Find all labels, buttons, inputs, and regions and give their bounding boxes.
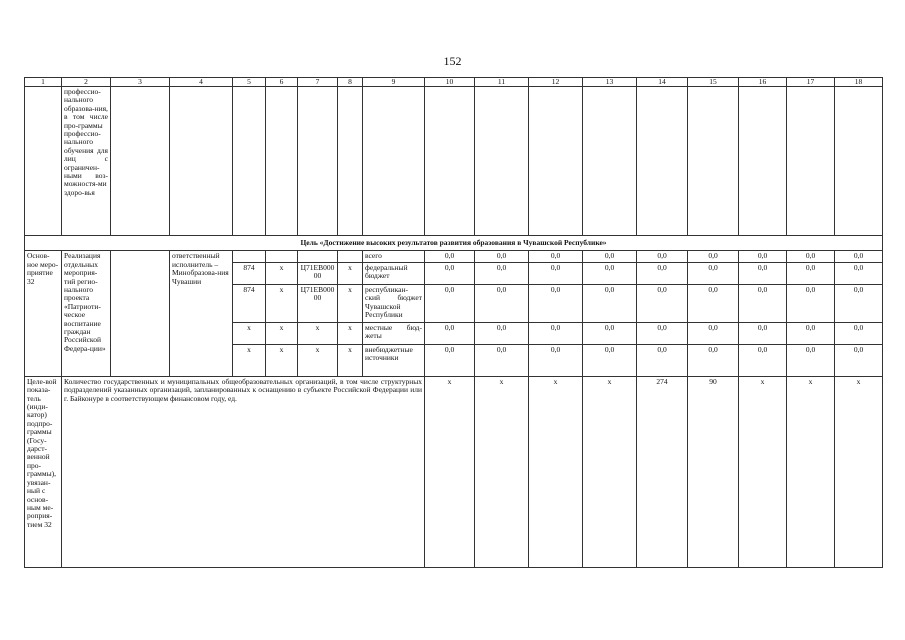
column-number-3: 3 bbox=[111, 78, 170, 87]
funding-source: федеральный бюджет bbox=[363, 262, 425, 284]
grbs-code: 874 bbox=[233, 262, 266, 284]
value-cell: 0,0 bbox=[835, 262, 883, 284]
column-number-5: 5 bbox=[233, 78, 266, 87]
value-cell: 0,0 bbox=[425, 262, 475, 284]
section-code: x bbox=[266, 262, 298, 284]
column-number-15: 15 bbox=[688, 78, 739, 87]
section-code: x bbox=[266, 322, 298, 344]
budget-table bbox=[24, 77, 880, 568]
value-cell: 0,0 bbox=[475, 344, 529, 376]
column-number-6: 6 bbox=[266, 78, 298, 87]
indicator-value: x bbox=[739, 376, 787, 567]
value-cell: 0,0 bbox=[529, 262, 583, 284]
column-number-18: 18 bbox=[835, 78, 883, 87]
value-cell: 0,0 bbox=[739, 262, 787, 284]
column-number-row bbox=[25, 78, 883, 87]
column-number-17: 17 bbox=[787, 78, 835, 87]
value-cell: 0,0 bbox=[688, 284, 739, 322]
value-cell: 0,0 bbox=[787, 284, 835, 322]
funding-source: внебюджетные источники bbox=[363, 344, 425, 376]
target-article-code bbox=[298, 251, 338, 262]
value-cell: 0,0 bbox=[835, 322, 883, 344]
funding-source: всего bbox=[363, 251, 425, 262]
expense-type-code bbox=[338, 251, 363, 262]
value-cell: 0,0 bbox=[425, 322, 475, 344]
column-number-1: 1 bbox=[25, 78, 62, 87]
indicator-label: Целе-вой показа-тель (инди-катор) подпро-граммы (Госу-дарст-венной про-граммы), увязан-ный с основ-ным ме-роприя-тием 32 bbox=[25, 376, 62, 567]
value-cell: 0,0 bbox=[787, 262, 835, 284]
column-number-2: 2 bbox=[62, 78, 111, 87]
section-code: x bbox=[266, 284, 298, 322]
value-cell: 0,0 bbox=[583, 262, 637, 284]
value-cell: 0,0 bbox=[583, 251, 637, 262]
value-cell: 0,0 bbox=[425, 344, 475, 376]
value-cell: 0,0 bbox=[739, 322, 787, 344]
value-cell: 0,0 bbox=[688, 251, 739, 262]
value-cell: 0,0 bbox=[688, 322, 739, 344]
target-article-code: x bbox=[298, 322, 338, 344]
page-number: 152 bbox=[443, 54, 462, 68]
goal-row bbox=[25, 236, 883, 251]
value-cell: 0,0 bbox=[529, 284, 583, 322]
indicator-value: x bbox=[425, 376, 475, 567]
expense-type-code: x bbox=[338, 322, 363, 344]
indicator-value: x bbox=[475, 376, 529, 567]
column-number-16: 16 bbox=[739, 78, 787, 87]
value-cell: 0,0 bbox=[475, 284, 529, 322]
value-cell: 0,0 bbox=[637, 344, 688, 376]
expense-type-code: x bbox=[338, 262, 363, 284]
column-number-11: 11 bbox=[475, 78, 529, 87]
column-number-8: 8 bbox=[338, 78, 363, 87]
value-cell: 0,0 bbox=[583, 322, 637, 344]
indicator-value: x bbox=[835, 376, 883, 567]
target-article-code: Ц71ЕВ00000 bbox=[298, 262, 338, 284]
target-article-code: Ц71ЕВ00000 bbox=[298, 284, 338, 322]
column-number-4: 4 bbox=[170, 78, 233, 87]
indicator-value: x bbox=[529, 376, 583, 567]
cell bbox=[25, 87, 62, 236]
value-cell: 0,0 bbox=[688, 262, 739, 284]
indicator-value: 274 bbox=[637, 376, 688, 567]
value-cell: 0,0 bbox=[739, 251, 787, 262]
responsible-executor: ответственный исполнитель – Минобразова-ния Чувашии bbox=[170, 251, 233, 376]
value-cell: 0,0 bbox=[529, 344, 583, 376]
grbs-code: x bbox=[233, 322, 266, 344]
section-code bbox=[266, 251, 298, 262]
value-cell: 0,0 bbox=[637, 322, 688, 344]
grbs-code: 874 bbox=[233, 284, 266, 322]
indicator-text: Количество государственных и муниципальных общеобразовательных организаций, в том числе структурных подразделений указанных организаций, запланированных к оснащению в субъекте Российской Федерации или г. Байконуре в соответствующем финансовом году, ед. bbox=[62, 376, 425, 567]
value-cell: 0,0 bbox=[529, 322, 583, 344]
target-article-code: x bbox=[298, 344, 338, 376]
column-number-13: 13 bbox=[583, 78, 637, 87]
value-cell: 0,0 bbox=[787, 344, 835, 376]
activity-col3 bbox=[111, 251, 170, 376]
value-cell: 0,0 bbox=[425, 251, 475, 262]
value-cell: 0,0 bbox=[688, 344, 739, 376]
value-cell: 0,0 bbox=[475, 262, 529, 284]
value-cell: 0,0 bbox=[475, 251, 529, 262]
value-cell: 0,0 bbox=[835, 284, 883, 322]
value-cell: 0,0 bbox=[739, 344, 787, 376]
continued-row-col2: профессио-нального образова-ния, в том числе про-граммы профессио-нального обучения для лиц с ограничен-ными воз-можностя-ми здоро-вья bbox=[62, 87, 111, 236]
value-cell: 0,0 bbox=[637, 251, 688, 262]
activity-title: Реализация отдельных мероприя-тий регио-нального проекта «Патриоти-ческое воспитание граждан Российской Федера-ции» bbox=[62, 251, 111, 376]
expense-type-code: x bbox=[338, 344, 363, 376]
indicator-value: x bbox=[787, 376, 835, 567]
value-cell: 0,0 bbox=[529, 251, 583, 262]
value-cell: 0,0 bbox=[583, 284, 637, 322]
section-code: x bbox=[266, 344, 298, 376]
column-number-7: 7 bbox=[298, 78, 338, 87]
column-number-10: 10 bbox=[425, 78, 475, 87]
value-cell: 0,0 bbox=[835, 251, 883, 262]
column-number-14: 14 bbox=[637, 78, 688, 87]
value-cell: 0,0 bbox=[425, 284, 475, 322]
value-cell: 0,0 bbox=[583, 344, 637, 376]
activity-number: Основ-ное меро-приятие 32 bbox=[25, 251, 62, 376]
funding-source: местные бюд-жеты bbox=[363, 322, 425, 344]
indicator-row bbox=[25, 376, 883, 567]
indicator-value: 90 bbox=[688, 376, 739, 567]
value-cell: 0,0 bbox=[637, 284, 688, 322]
expense-type-code: x bbox=[338, 284, 363, 322]
column-number-9: 9 bbox=[363, 78, 425, 87]
value-cell: 0,0 bbox=[739, 284, 787, 322]
goal-title: Цель «Достижение высоких результатов развития образования в Чувашской Республике» bbox=[25, 236, 883, 251]
value-cell: 0,0 bbox=[787, 251, 835, 262]
funding-source: республикан-ский бюджет Чувашской Республики bbox=[363, 284, 425, 322]
value-cell: 0,0 bbox=[637, 262, 688, 284]
column-number-12: 12 bbox=[529, 78, 583, 87]
continued-row bbox=[25, 87, 883, 236]
value-cell: 0,0 bbox=[787, 322, 835, 344]
value-cell: 0,0 bbox=[475, 322, 529, 344]
indicator-value: x bbox=[583, 376, 637, 567]
grbs-code bbox=[233, 251, 266, 262]
activity-row bbox=[25, 251, 883, 262]
value-cell: 0,0 bbox=[835, 344, 883, 376]
grbs-code: x bbox=[233, 344, 266, 376]
